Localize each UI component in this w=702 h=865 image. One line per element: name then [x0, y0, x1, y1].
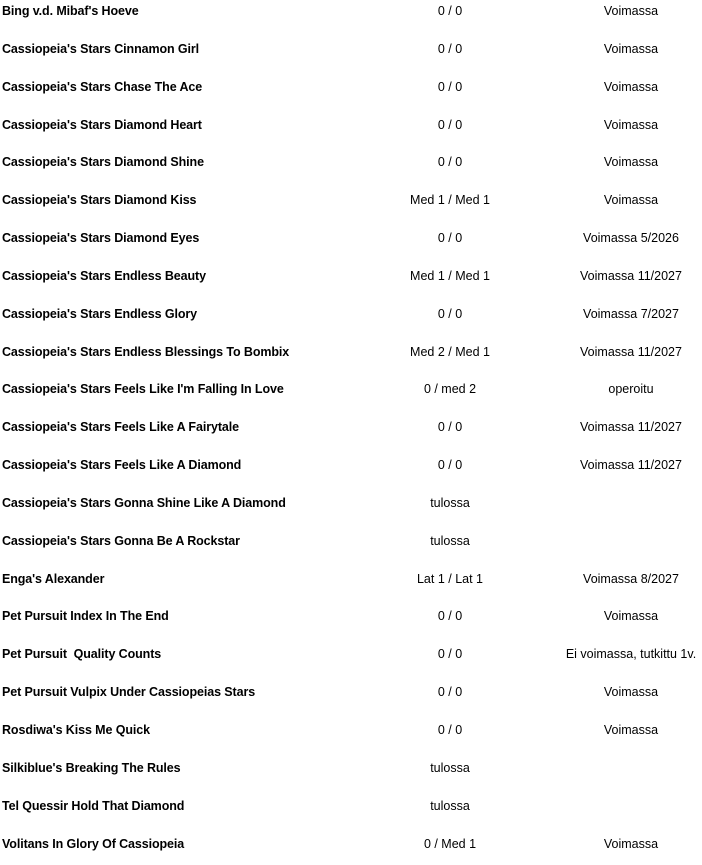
- dog-name: Cassiopeia's Stars Diamond Heart: [2, 118, 202, 132]
- dog-name: Silkiblue's Breaking The Rules: [2, 761, 181, 775]
- dog-name: Cassiopeia's Stars Diamond Shine: [2, 155, 204, 169]
- validity-status: Voimassa: [603, 837, 659, 851]
- dog-name: Pet Pursuit Index In The End: [2, 609, 169, 623]
- dog-name: Cassiopeia's Stars Feels Like A Diamond: [2, 458, 242, 472]
- eye-result: 0 / Med 1: [423, 837, 477, 851]
- dog-name: Cassiopeia's Stars Endless Glory: [2, 307, 197, 321]
- dog-name: Cassiopeia's Stars Diamond Kiss: [2, 193, 197, 207]
- table-row: [0, 181, 702, 219]
- validity-status: Voimassa 8/2027: [583, 572, 679, 586]
- validity-status: [540, 749, 702, 787]
- table-row: [0, 597, 702, 635]
- validity-status: [540, 522, 702, 560]
- table-row: [0, 522, 702, 560]
- table-row: [0, 635, 702, 673]
- eye-result: tulossa: [430, 761, 470, 775]
- validity-status: Voimassa 11/2027: [580, 458, 682, 472]
- validity-status: Voimassa 11/2027: [580, 269, 682, 283]
- table-row: [0, 484, 702, 522]
- eye-result: tulossa: [430, 799, 470, 813]
- dog-name: Rosdiwa's Kiss Me Quick: [2, 723, 150, 737]
- eye-result: 0 / 0: [437, 155, 463, 169]
- dog-name: Enga's Alexander: [2, 572, 105, 586]
- validity-status: Voimassa: [603, 4, 659, 18]
- eye-result: 0 / 0: [437, 4, 463, 18]
- eye-result: Lat 1 / Lat 1: [416, 572, 484, 586]
- validity-status: Voimassa 11/2027: [580, 420, 682, 434]
- table-row: [0, 446, 702, 484]
- table-row: [0, 295, 702, 333]
- validity-status: Voimassa: [603, 723, 659, 737]
- dog-name: Pet Pursuit Quality Counts: [2, 647, 162, 661]
- table-row: [0, 711, 702, 749]
- eye-result: 0 / 0: [437, 420, 463, 434]
- table-row: [0, 68, 702, 106]
- table-row: [0, 219, 702, 257]
- table-row: [0, 143, 702, 181]
- eye-result: Med 2 / Med 1: [410, 345, 490, 359]
- eye-result: 0 / 0: [437, 685, 463, 699]
- table-row: [0, 0, 702, 30]
- eye-result: 0 / 0: [437, 42, 463, 56]
- validity-status: Voimassa: [603, 609, 659, 623]
- validity-status: operoitu: [608, 382, 654, 396]
- eye-result: 0 / 0: [437, 231, 463, 245]
- dog-name: Cassiopeia's Stars Endless Blessings To Bombix: [2, 345, 290, 359]
- table-row: [0, 749, 702, 787]
- table-row: [0, 787, 702, 825]
- table-row: [0, 408, 702, 446]
- eye-result: tulossa: [430, 534, 470, 548]
- validity-status: Voimassa: [603, 80, 659, 94]
- validity-status: [540, 787, 702, 825]
- dog-name: Bing v.d. Mibaf's Hoeve: [2, 4, 139, 18]
- validity-status: Voimassa 7/2027: [583, 307, 679, 321]
- dog-name: Cassiopeia's Stars Chase The Ace: [2, 80, 203, 94]
- eye-result: tulossa: [430, 496, 470, 510]
- table-row: [0, 825, 702, 863]
- dog-name: Cassiopeia's Stars Endless Beauty: [2, 269, 206, 283]
- validity-status: Voimassa: [603, 118, 659, 132]
- validity-status: [540, 484, 702, 522]
- dog-name: Cassiopeia's Stars Diamond Eyes: [2, 231, 200, 245]
- table-row: [0, 673, 702, 711]
- validity-status: Voimassa 5/2026: [583, 231, 679, 245]
- dog-name: Pet Pursuit Vulpix Under Cassiopeias Stars: [2, 685, 256, 699]
- dog-name: Cassiopeia's Stars Feels Like I'm Falling In Love: [2, 382, 284, 396]
- validity-status: Ei voimassa, tutkittu 1v.: [565, 647, 697, 661]
- table-row: [0, 30, 702, 68]
- dog-name: Cassiopeia's Stars Feels Like A Fairytale: [2, 420, 239, 434]
- eye-result: 0 / 0: [437, 723, 463, 737]
- eye-result: 0 / 0: [437, 80, 463, 94]
- eye-result: Med 1 / Med 1: [410, 269, 490, 283]
- eye-result: Med 1 / Med 1: [410, 193, 490, 207]
- dog-name: Volitans In Glory Of Cassiopeia: [2, 837, 185, 851]
- validity-status: Voimassa 11/2027: [580, 345, 682, 359]
- dog-name: Tel Quessir Hold That Diamond: [2, 799, 185, 813]
- table-row: [0, 560, 702, 598]
- eye-result: 0 / 0: [437, 609, 463, 623]
- eye-result: 0 / med 2: [423, 382, 477, 396]
- validity-status: Voimassa: [603, 155, 659, 169]
- table-row: [0, 370, 702, 408]
- eye-result: 0 / 0: [437, 647, 463, 661]
- validity-status: Voimassa: [603, 42, 659, 56]
- validity-status: Voimassa: [603, 685, 659, 699]
- eye-result: 0 / 0: [437, 307, 463, 321]
- table-row: [0, 106, 702, 144]
- eye-result: 0 / 0: [437, 458, 463, 472]
- dog-name: Cassiopeia's Stars Gonna Be A Rockstar: [2, 534, 240, 548]
- table-row: [0, 333, 702, 371]
- table-row: [0, 257, 702, 295]
- dog-name: Cassiopeia's Stars Cinnamon Girl: [2, 42, 200, 56]
- eye-result: 0 / 0: [437, 118, 463, 132]
- validity-status: Voimassa: [603, 193, 659, 207]
- dog-name: Cassiopeia's Stars Gonna Shine Like A Diamond: [2, 496, 286, 510]
